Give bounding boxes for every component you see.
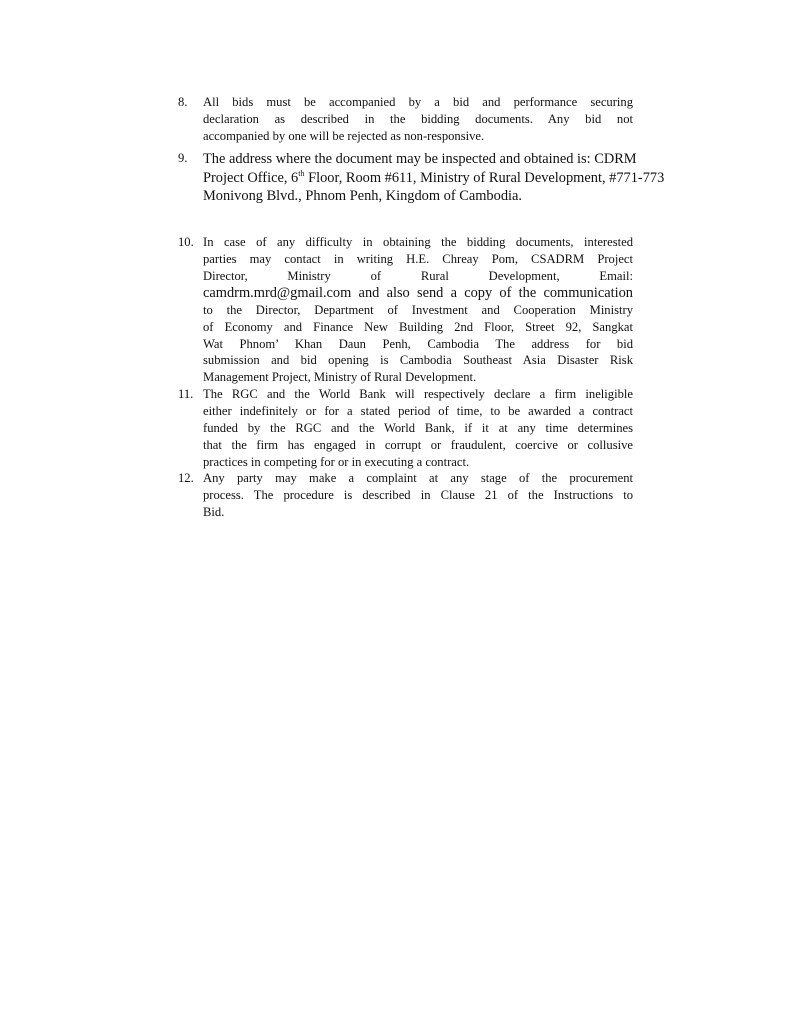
- list-item-8: [178, 94, 633, 145]
- item-text-line: parties may contact in writing H.E. Chreay Pom, CSADRM Project: [203, 251, 633, 266]
- item-text-line: Project Office, 6th Floor, Room #611, Ministry of Rural Development, #771-773: [203, 168, 665, 186]
- item-text-line: that the firm has engaged in corrupt or fraudulent, coercive or collusive: [203, 437, 633, 452]
- item-text-line: either indefinitely or for a stated period of time, to be awarded a contract: [203, 403, 633, 418]
- item-text-line: process. The procedure is described in Clause 21 of the Instructions to: [203, 487, 633, 502]
- item-text-line: Wat Phnom’ Khan Daun Penh, Cambodia The address for bid: [203, 336, 633, 351]
- item-number: 11.: [178, 387, 194, 401]
- item-text-line: The RGC and the World Bank will respectively declare a firm ineligible: [203, 387, 633, 401]
- item-text-line: accompanied by one will be rejected as non-responsive.: [203, 128, 485, 143]
- item-text-line: to the Director, Department of Investment and Cooperation Ministry: [203, 302, 633, 317]
- item-text-line: Bid.: [203, 504, 225, 519]
- list-item-12: [178, 470, 633, 521]
- item-text-line: In case of any difficulty in obtaining the bidding documents, interested: [203, 235, 633, 249]
- item-text-line: funded by the RGC and the World Bank, if it at any time determines: [203, 420, 633, 435]
- item-text-line: of Economy and Finance New Building 2nd Floor, Street 92, Sangkat: [203, 319, 633, 334]
- item-number: 9.: [178, 151, 188, 165]
- item-number: 12.: [178, 471, 194, 485]
- item-text-line: Monivong Blvd., Phnom Penh, Kingdom of Cambodia.: [203, 188, 522, 205]
- item-text-line: submission and bid opening is Cambodia Southeast Asia Disaster Risk: [203, 353, 633, 368]
- item-text-line: camdrm.mrd@gmail.com and also send a copy of the communication: [203, 284, 633, 301]
- item-text-line: Any party may make a complaint at any stage of the procurement: [203, 471, 633, 485]
- item-text-line: The address where the document may be inspected and obtained is: CDRM: [203, 151, 637, 167]
- item-text-line: All bids must be accompanied by a bid and performance securing: [203, 95, 633, 109]
- list-item-10: [178, 234, 633, 386]
- item-text-line: Management Project, Ministry of Rural Development.: [203, 370, 477, 385]
- item-text-line: practices in competing for or in executing a contract.: [203, 454, 470, 469]
- item-number: 10.: [178, 235, 194, 249]
- item-number: 8.: [178, 95, 188, 109]
- list-item-11: [178, 386, 633, 471]
- item-text-line: Director, Ministry of Rural Development, Email:: [203, 268, 633, 283]
- item-text-line: declaration as described in the bidding documents. Any bid not: [203, 111, 633, 126]
- list-item-9: [178, 150, 665, 206]
